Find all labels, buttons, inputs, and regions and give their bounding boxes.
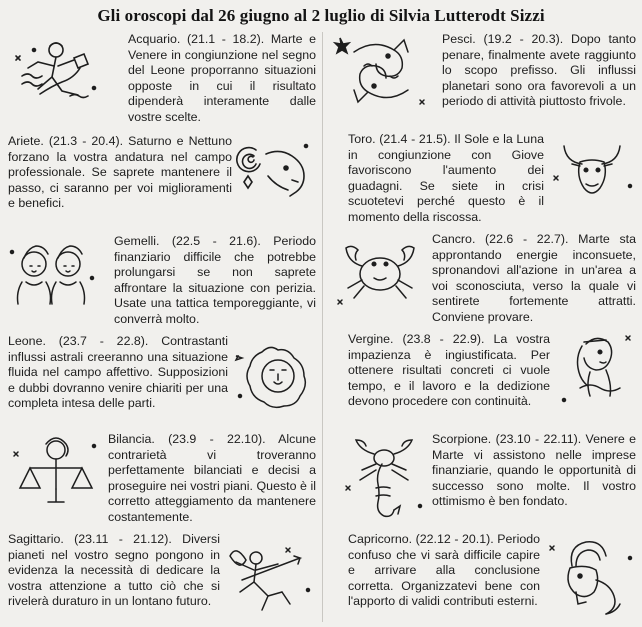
sign-heading: Bilancia. (23.9 - 22.10). <box>108 432 266 446</box>
taurus-icon <box>550 136 636 204</box>
sign-heading: Sagittario. (23.11 - 21.12). <box>8 532 172 546</box>
sign-scorpione <box>432 432 636 510</box>
sign-bilancia <box>108 432 316 526</box>
sign-heading: Scorpione. (23.10 - 22.11). <box>432 432 582 446</box>
sign-pesci <box>442 32 636 110</box>
sign-body: Periodo finanziario difficile che potrebbe prolungarsi se non saprete affrontare la situazione con perizia. Usate una tattica temporeggiante, vi converrà molto. <box>114 234 316 326</box>
sign-capricorno <box>348 532 540 610</box>
sign-body: Venere e Marte vi assistono nelle imprese finanziarie, quando le opportunità di successo sono molte. Il vostro ottimismo è ben fondato. <box>432 432 636 509</box>
sign-leone <box>8 334 228 412</box>
capricorn-icon <box>546 536 638 620</box>
sign-vergine <box>348 332 550 410</box>
gemini-icon <box>6 238 98 310</box>
sign-body: Dopo tanto penare, finalmente avete raggiunto lo scopo prefisso. Gli influssi planetari sono ora favorevoli a un periodo di attività piuttosto frivole. <box>442 32 636 109</box>
page-title: Gli oroscopi dal 26 giugno al 2 luglio di Silvia Lutterodt Sizzi <box>97 6 545 25</box>
pisces-icon <box>330 30 434 114</box>
sign-gemelli <box>114 234 316 328</box>
sign-body: Il Sole e la Luna in congiunzione con Giove favoriscono l'aumento dei guadagni. Se siete in crisi scuotetevi perché questo è il momento della riscossa. <box>348 132 544 224</box>
leo-icon <box>230 336 318 414</box>
sign-cancro <box>432 232 636 326</box>
sign-heading: Gemelli. (22.5 - 21.6). <box>114 234 261 248</box>
sign-body: Diversi pianeti nel vostro segno pongono in evidenza la necessità di dedicare la vostra attenzione a tutto ciò che si rivelerà duraturo in un lontano futuro. <box>8 532 220 609</box>
sign-heading: Vergine. (23.8 - 22.9). <box>348 332 485 346</box>
aquarius-icon <box>10 36 102 108</box>
sign-body: Alcune contrarietà vi troveranno perfettamente bilanciati e decisi a proseguire nei vostri piani. Questo è il corretto atteggiamento da mantenere costantemente. <box>108 432 316 524</box>
sign-acquario <box>128 32 316 126</box>
scorpio-icon <box>336 436 430 528</box>
sign-sagittario <box>8 532 220 610</box>
sign-heading: Toro. (21.4 - 21.5). <box>348 132 451 146</box>
cancer-icon <box>334 234 426 310</box>
sign-body: Saturno e Nettuno forzano la vostra andatura nel campo professionale. Se saprete mantenere il passo, ci saranno per voi miglioramenti e benefici. <box>8 134 232 211</box>
sign-ariete <box>8 134 232 212</box>
sign-heading: Pesci. (19.2 - 20.3). <box>442 32 564 46</box>
aries-icon <box>236 136 316 204</box>
sign-body: Marte sta approntando energie inconsuete, spronandovi all'azione in un'area a voi sconosciuta, verso la quale vi sentirete fortemente attratti. Conviene provare. <box>432 232 636 324</box>
virgo-icon <box>556 330 638 410</box>
sign-heading: Capricorno. (22.12 - 20.1). <box>348 532 494 546</box>
sign-body: Periodo confuso che vi sarà difficile capire e arrivare alla conclusione corretta. Organizzatevi bene con l'apporto di validi contributi esterni. <box>348 532 540 609</box>
sagittarius-icon <box>222 540 316 616</box>
column-divider <box>322 32 323 622</box>
sign-toro <box>348 132 544 226</box>
sign-body: Contrastanti influssi astrali creeranno una situazione fluida nel campo affettivo. Supposizioni e dubbi dovranno venire chiariti per una completa intesa delle parti. <box>8 334 228 411</box>
libra-icon <box>10 432 102 514</box>
sign-heading: Leone. (23.7 - 22.8). <box>8 334 149 348</box>
sign-heading: Cancro. (22.6 - 22.7). <box>432 232 569 246</box>
sign-heading: Acquario. (21.1 - 18.2). <box>128 32 265 46</box>
sign-body: La vostra impazienza è ingiustificata. Per ottenere risultati concreti ci vuole tempo, e il lavoro e la dedizione devono procedere con continuità. <box>348 332 550 409</box>
sign-heading: Ariete. (21.3 - 20.4). <box>8 134 124 148</box>
sign-body: Marte e Venere in congiunzione nel segno del Leone proporranno situazioni opposte in cui il risultato dipenderà interamente dalle vostre scelte. <box>128 32 316 124</box>
